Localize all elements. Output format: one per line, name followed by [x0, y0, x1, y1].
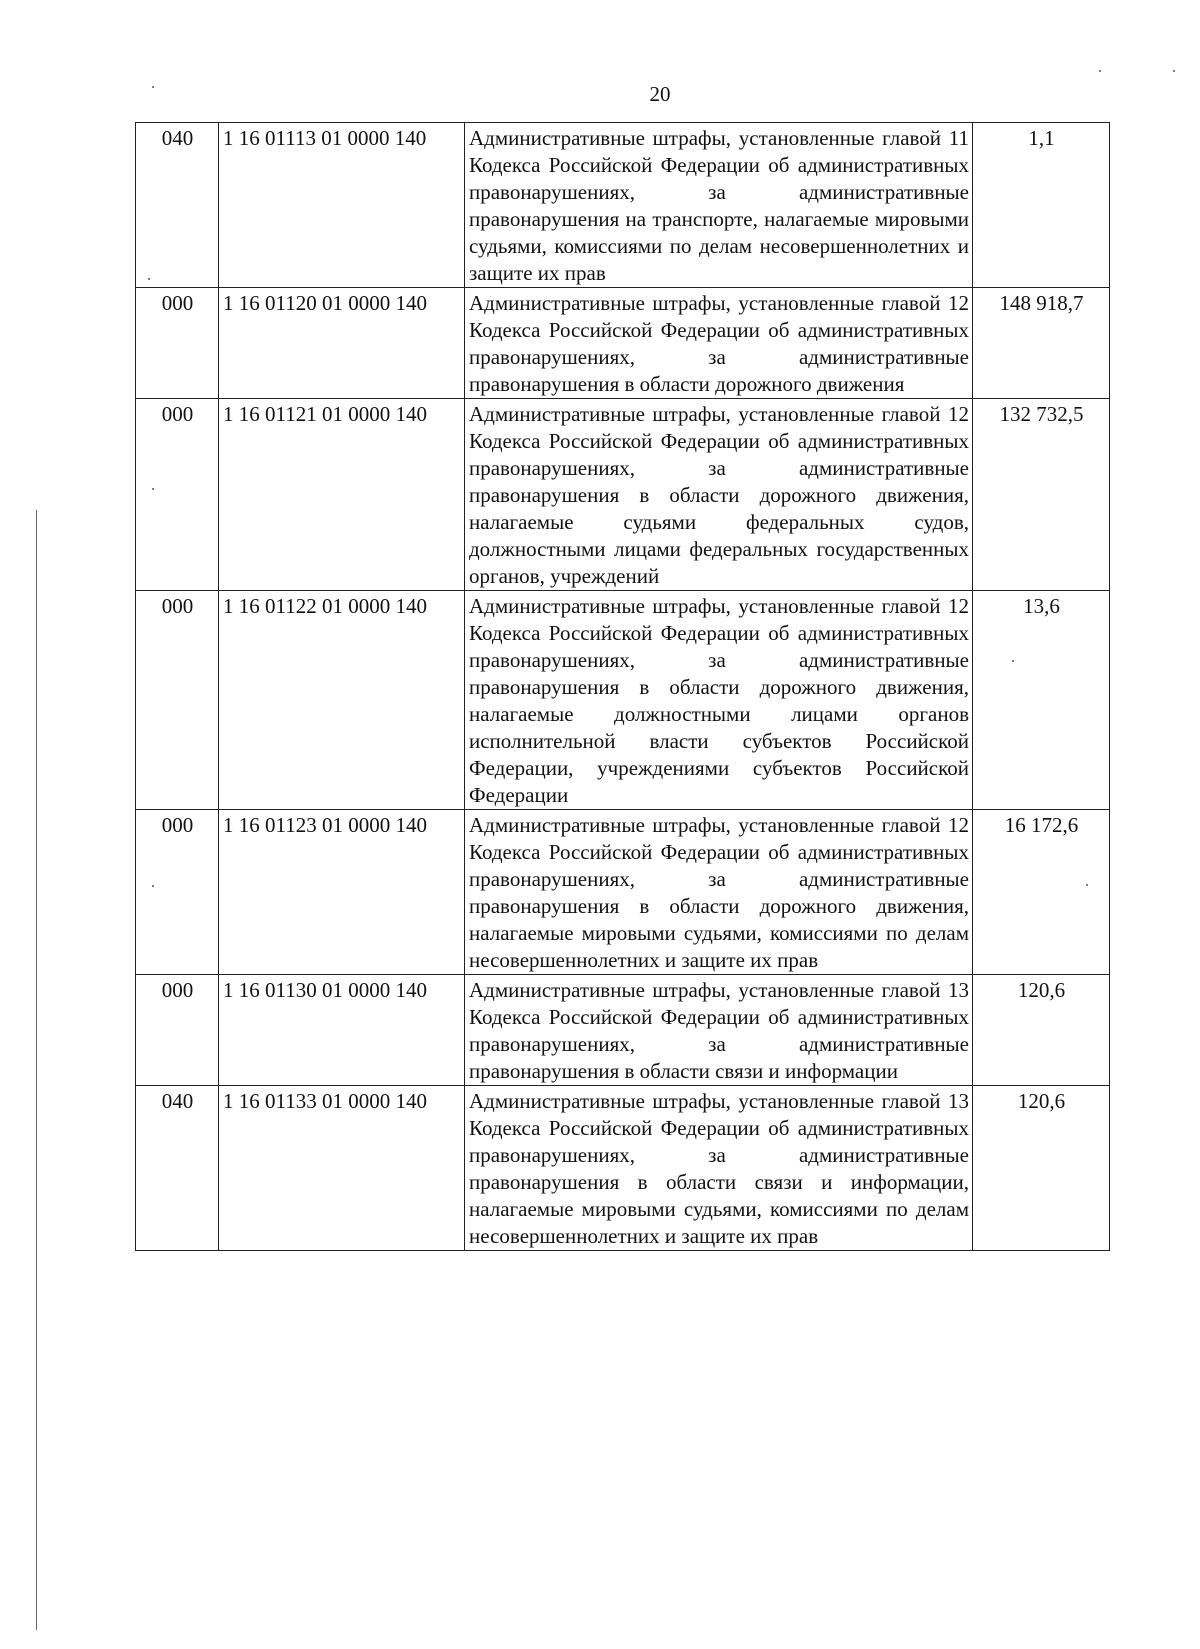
amount-cell: 16 172,6 [973, 810, 1110, 975]
scan-speck [1099, 70, 1101, 72]
admin-code-cell: 000 [136, 591, 219, 810]
budget-code-cell: 1 16 01130 01 0000 140 [219, 975, 465, 1086]
scan-speck [1173, 70, 1175, 72]
revenue-name-cell: Административные штрафы, установленные главой 12 Кодекса Российской Федерации об административных правонарушениях, за административные правонарушения в области дорожного движения, налагаемые судьями федеральных судов, должностными лицами федеральных государственных органов, учреждений [465, 399, 973, 591]
budget-code-cell: 1 16 01113 01 0000 140 [219, 123, 465, 288]
scan-speck [152, 488, 154, 490]
budget-code-cell: 1 16 01121 01 0000 140 [219, 399, 465, 591]
scan-speck [152, 86, 154, 88]
amount-cell: 120,6 [973, 975, 1110, 1086]
scan-speck [1086, 884, 1088, 886]
admin-code-cell: 000 [136, 288, 219, 399]
budget-code-cell: 1 16 01133 01 0000 140 [219, 1086, 465, 1251]
page-number: 20 [649, 82, 671, 106]
budget-code-cell: 1 16 01123 01 0000 140 [219, 810, 465, 975]
table-row [136, 399, 1110, 591]
table-row [136, 810, 1110, 975]
revenue-name-cell: Административные штрафы, установленные главой 13 Кодекса Российской Федерации об административных правонарушениях, за административные правонарушения в области связи и информации, налагаемые мировыми судьями, комиссиями по делам несовершеннолетних и защите их прав [465, 1086, 973, 1251]
amount-cell: 13,6 [973, 591, 1110, 810]
scan-margin-line [36, 510, 37, 1630]
table-row [136, 123, 1110, 288]
revenue-name-cell: Административные штрафы, установленные главой 13 Кодекса Российской Федерации об административных правонарушениях, за административные правонарушения в области связи и информации [465, 975, 973, 1086]
admin-code-cell: 000 [136, 810, 219, 975]
table-row [136, 591, 1110, 810]
scan-speck [152, 885, 154, 887]
revenue-name-cell: Административные штрафы, установленные главой 11 Кодекса Российской Федерации об административных правонарушениях, за административные правонарушения на транспорте, налагаемые мировыми судьями, комиссиями по делам несовершеннолетних и защите их прав [465, 123, 973, 288]
table-body [136, 123, 1110, 1251]
admin-code-cell: 000 [136, 399, 219, 591]
scan-speck [1012, 660, 1014, 662]
table-row [136, 975, 1110, 1086]
budget-revenue-table [135, 122, 1110, 1251]
revenue-name-cell: Административные штрафы, установленные главой 12 Кодекса Российской Федерации об административных правонарушениях, за административные правонарушения в области дорожного движения, налагаемые должностными лицами органов исполнительной власти субъектов Российской Федерации, учреждениями субъектов Российской Федерации [465, 591, 973, 810]
amount-cell: 120,6 [973, 1086, 1110, 1251]
admin-code-cell: 040 [136, 1086, 219, 1251]
budget-code-cell: 1 16 01122 01 0000 140 [219, 591, 465, 810]
admin-code-cell: 000 [136, 975, 219, 1086]
scan-speck [148, 278, 150, 280]
amount-cell: 132 732,5 [973, 399, 1110, 591]
revenue-name-cell: Административные штрафы, установленные главой 12 Кодекса Российской Федерации об административных правонарушениях, за административные правонарушения в области дорожного движения, налагаемые мировыми судьями, комиссиями по делам несовершеннолетних и защите их прав [465, 810, 973, 975]
amount-cell: 1,1 [973, 123, 1110, 288]
table-row [136, 1086, 1110, 1251]
admin-code-cell: 040 [136, 123, 219, 288]
budget-code-cell: 1 16 01120 01 0000 140 [219, 288, 465, 399]
table-row [136, 288, 1110, 399]
revenue-name-cell: Административные штрафы, установленные главой 12 Кодекса Российской Федерации об административных правонарушениях, за административные правонарушения в области дорожного движения [465, 288, 973, 399]
amount-cell: 148 918,7 [973, 288, 1110, 399]
